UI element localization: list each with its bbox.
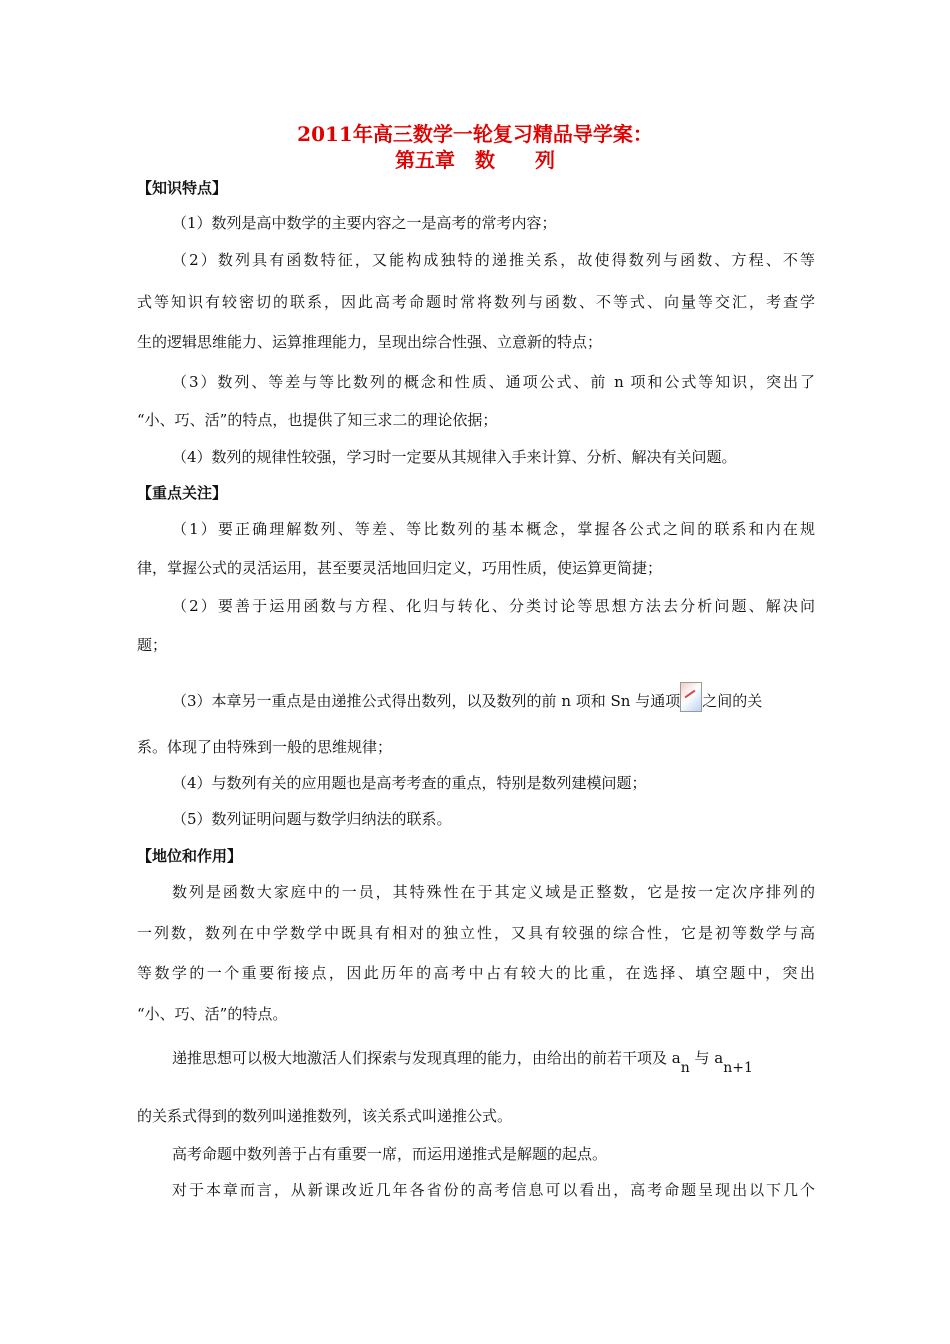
paragraph-line: （1）要正确理解数列、等差、等比数列的基本概念，掌握各公式之间的联系和内在规: [172, 520, 815, 538]
paragraph-line: （4）数列的规律性较强，学习时一定要从其规律入手来计算、分析、解决有关问题。: [172, 448, 737, 466]
paragraph-text: （3）本章另一重点是由递推公式得出数列，以及数列的前 n 项和 Sn 与通项: [172, 692, 681, 710]
section-heading-features: 【知识特点】: [137, 179, 228, 197]
paragraph-line: （2）要善于运用函数与方程、化归与转化、分类讨论等思想方法去分析问题、解决问: [172, 597, 815, 615]
section-heading-role: 【地位和作用】: [137, 847, 243, 865]
paragraph-line: 对于本章而言，从新课改近几年各省份的高考信息可以看出，高考命题呈现出以下几个: [172, 1181, 815, 1199]
paragraph-line: “小、巧、活”的特点，也提供了知三求二的理论依据；: [137, 411, 498, 429]
paragraph-line: 一列数，数列在中学数学中既具有相对的独立性，又具有较强的综合性，它是初等数学与高: [137, 924, 815, 942]
paragraph-text: 递推思想可以极大地激活人们探索与发现真理的能力，由给出的前若干项及 a: [172, 1049, 681, 1067]
paragraph-line: 数列是函数大家庭中的一员，其特殊性在于其定义域是正整数，它是按一定次序排列的: [172, 883, 815, 901]
subscript: n+1: [723, 1060, 753, 1076]
embedded-formula-image-icon: [680, 682, 702, 712]
paragraph-line-with-formula: [172, 682, 762, 712]
paragraph-line: 题；: [137, 636, 168, 654]
paragraph-line: （5）数列证明问题与数学归纳法的联系。: [172, 810, 452, 828]
document-title: 2011年高三数学一轮复习精品导学案：: [297, 122, 653, 146]
section-heading-focus: 【重点关注】: [137, 484, 228, 502]
paragraph-line: （4）与数列有关的应用题也是高考考查的重点，特别是数列建模问题；: [172, 774, 647, 792]
paragraph-line: （2）数列具有函数特征，又能构成独特的递推关系，故使得数列与函数、方程、不等: [172, 251, 815, 269]
paragraph-line: 高考命题中数列善于占有重要一席，而运用递推式是解题的起点。: [172, 1145, 608, 1163]
paragraph-line: （3）数列、等差与等比数列的概念和性质、通项公式、前 n 项和公式等知识，突出了: [172, 373, 815, 391]
chapter-title: 第五章 数 列: [395, 148, 555, 172]
subscript: n: [680, 1060, 690, 1076]
paragraph-line: （1）数列是高中数学的主要内容之一是高考的常考内容；: [172, 214, 557, 232]
paragraph-line: 生的逻辑思维能力、运算推理能力，呈现出综合性强、立意新的特点；: [137, 333, 603, 351]
paragraph-line: 系。体现了由特殊到一般的思维规律；: [137, 738, 393, 756]
paragraph-line: “小、巧、活”的特点。: [137, 1005, 288, 1023]
paragraph-line: 式等知识有较密切的联系，因此高考命题时常将数列与函数、不等式、向量等交汇，考查学: [137, 293, 815, 311]
paragraph-line-with-subscripts: [172, 1048, 753, 1076]
paragraph-line: 等数学的一个重要衔接点，因此历年的高考中占有较大的比重，在选择、填空题中，突出: [137, 964, 815, 982]
paragraph-line: 律，掌握公式的灵活运用，甚至要灵活地回归定义，巧用性质，使运算更简捷；: [137, 559, 663, 577]
paragraph-line: 的关系式得到的数列叫递推数列，该关系式叫递推公式。: [137, 1107, 513, 1125]
paragraph-text: 之间的关: [702, 692, 763, 710]
paragraph-text: 与 a: [689, 1049, 724, 1067]
